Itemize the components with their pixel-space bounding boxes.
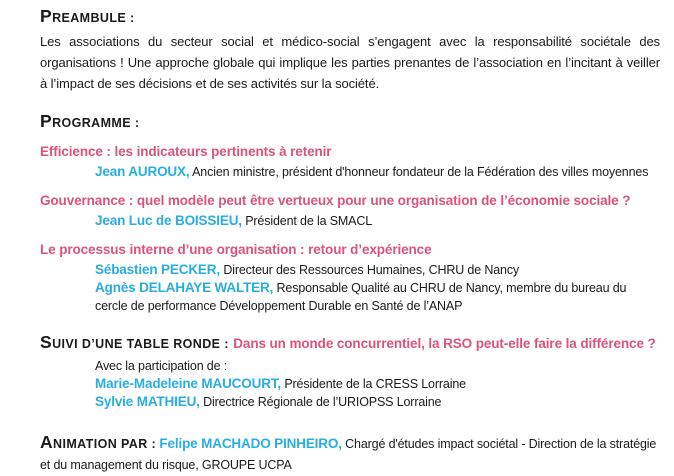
programme-heading: PROGRAMME : xyxy=(40,111,140,131)
speaker-name: Sylvie MATHIEU, xyxy=(95,394,200,409)
speaker-role: Présidente de la CRESS Lorraine xyxy=(284,377,466,391)
animation-section xyxy=(40,432,660,476)
speaker-name: Sébastien PECKER, xyxy=(95,262,220,277)
session-title: Gouvernance : quel modèle peut être vertueux pour une organisation de l’économie sociale ? xyxy=(40,193,631,208)
session-efficience xyxy=(40,143,660,181)
speaker-line xyxy=(95,279,660,315)
session-title: Efficience : les indicateurs pertinents à retenir xyxy=(40,144,332,159)
participation-intro: Avec la participation de : xyxy=(95,359,228,373)
speaker-line xyxy=(95,393,660,411)
speaker-line xyxy=(95,163,660,181)
table-ronde-title: Dans un monde concurrentiel, la RSO peut-elle faire la différence ? xyxy=(233,336,656,351)
speaker-role: Directeur des Ressources Humaines, CHRU de Nancy xyxy=(223,263,520,277)
animator-name: Felipe MACHADO PINHEIRO, xyxy=(159,436,342,451)
session-speakers xyxy=(95,163,660,181)
session-title: Le processus interne d’une organisation : retour d’expérience xyxy=(40,242,432,257)
speaker-name: Agnès DELAHAYE WALTER, xyxy=(95,280,274,295)
programme-section xyxy=(40,111,660,132)
animator-role: Chargé d'études impact sociétal - Direction de la stratégie et du management du risque, GROUPE UCPA xyxy=(40,437,657,472)
table-ronde-section xyxy=(40,332,660,411)
animation-label: ANIMATION PAR : xyxy=(40,432,157,452)
speaker-name: Jean AUROUX, xyxy=(95,164,190,179)
session-speakers xyxy=(95,212,660,230)
preambule-paragraph: Les associations du secteur social et médico-social s’engagent avec la responsabilité sociétale des organisations ! Une approche globale qui implique les parties prenantes de l’association en l’incitant à veiller à l’impact de ses décisions et de ses activités sur la société. xyxy=(40,34,660,91)
speaker-role: Ancien ministre, président d'honneur fondateur de la Fédération des villes moyennes xyxy=(192,165,649,179)
programme-sessions xyxy=(40,143,660,315)
speaker-role: Directrice Régionale de l’URIOPSS Lorraine xyxy=(203,395,442,409)
speaker-name: Marie-Madeleine MAUCOURT, xyxy=(95,376,282,391)
speaker-line xyxy=(95,261,660,279)
speaker-role: Responsable Qualité au CHRU de Nancy, membre du bureau du cercle de performance Développement Durable en Santé de l’ANAP xyxy=(95,281,627,313)
table-ronde-participants xyxy=(95,357,660,411)
session-processus-interne xyxy=(40,241,660,315)
session-gouvernance xyxy=(40,192,660,230)
speaker-role: Président de la SMACL xyxy=(245,214,373,228)
table-ronde-heading-line xyxy=(40,332,660,354)
speaker-name: Jean Luc de BOISSIEU, xyxy=(95,213,242,228)
speaker-line xyxy=(95,212,660,230)
table-ronde-label: SUIVI D’UNE TABLE RONDE : xyxy=(40,332,229,352)
preambule-heading: PREAMBULE : xyxy=(40,6,135,26)
preambule-section xyxy=(40,6,660,94)
session-speakers xyxy=(95,261,660,315)
speaker-line xyxy=(95,375,660,393)
